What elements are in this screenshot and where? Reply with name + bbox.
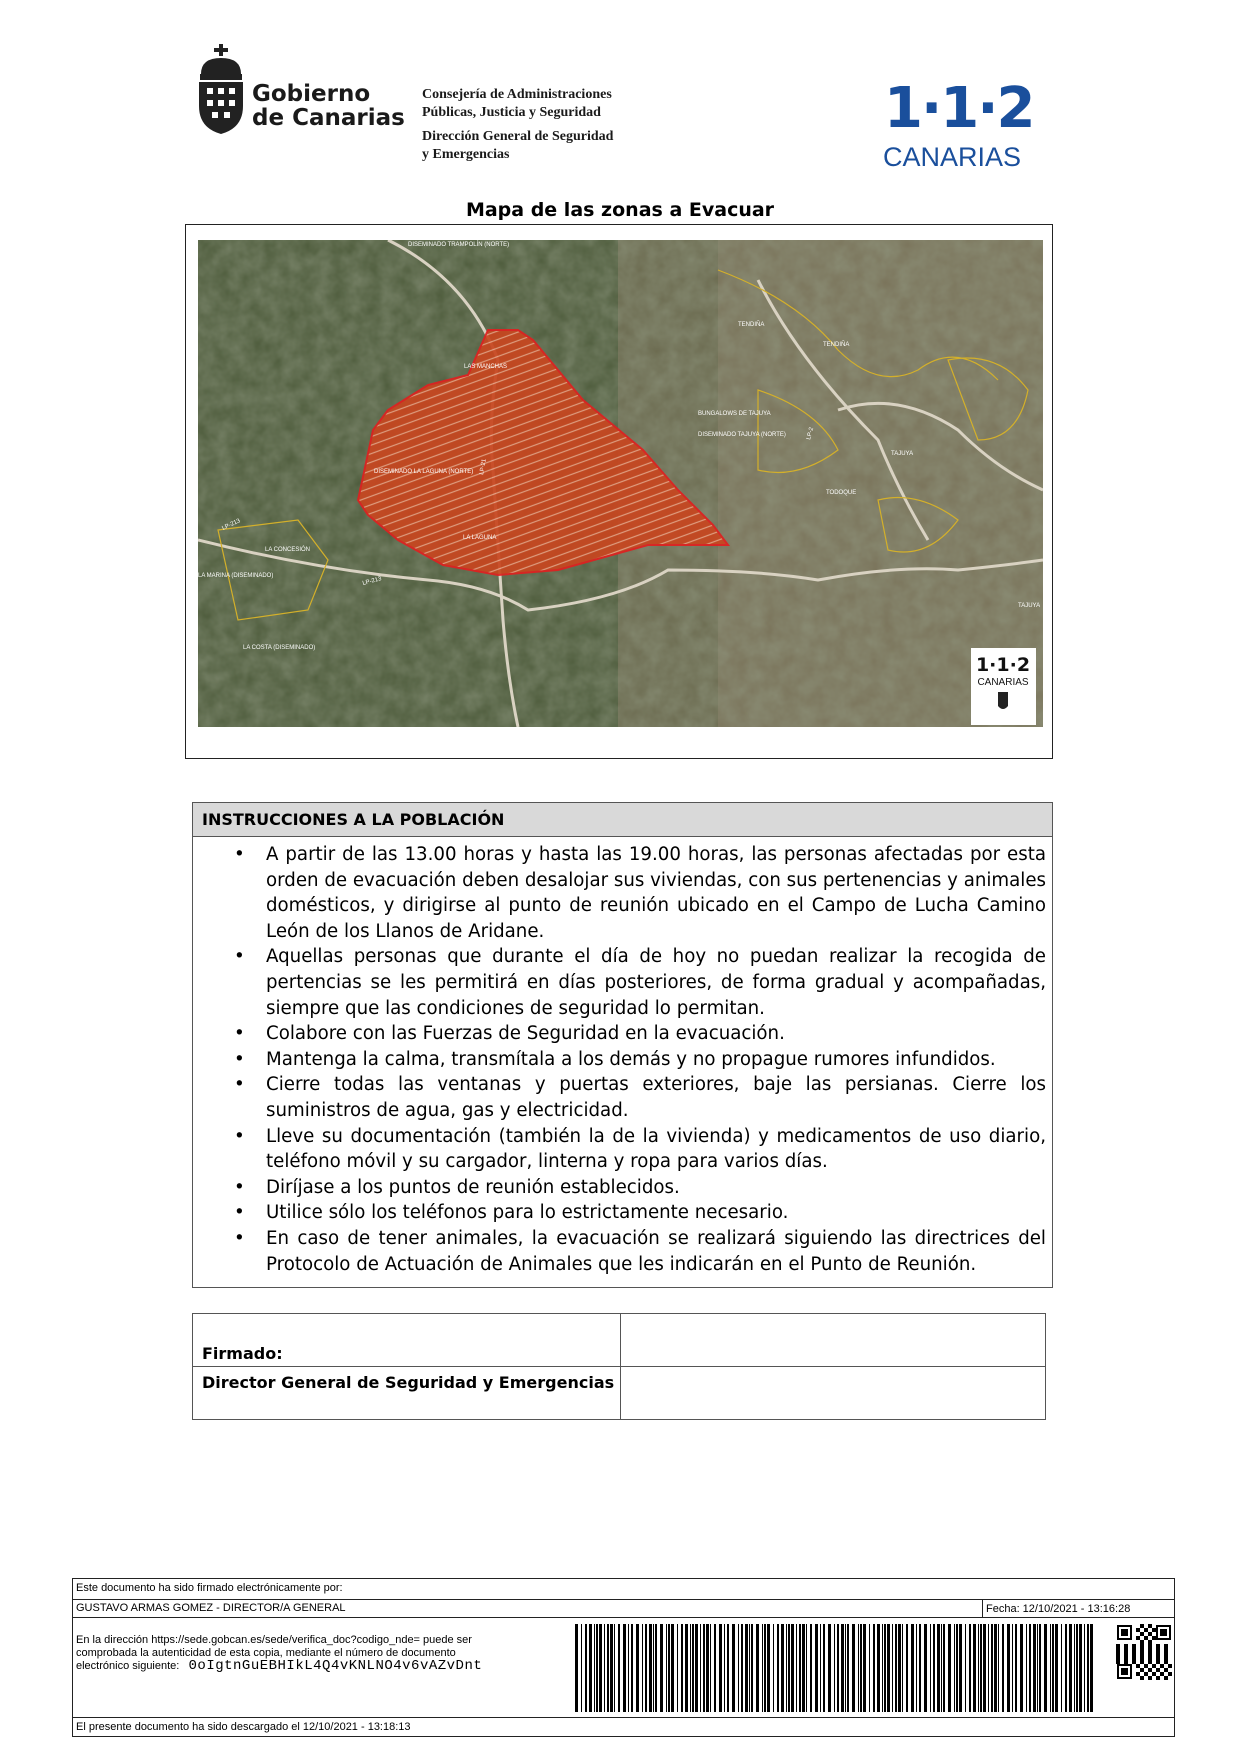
list-item: • Utilice sólo los teléfonos para lo estrictamente necesario. — [266, 1200, 1046, 1226]
list-item: • Cierre todas las ventanas y puertas exteriores, baje las persianas. Cierre los suministros de agua, gas y electricidad. — [266, 1072, 1046, 1123]
map-label: LA LAGUNA — [463, 535, 497, 541]
signature-date: Fecha: 12/10/2021 - 13:16:28 — [982, 1600, 1175, 1618]
consejeria-line2: Públicas, Justicia y Seguridad — [422, 105, 601, 120]
map-title: Mapa de las zonas a Evacuar — [465, 199, 775, 221]
map-label: TENDIÑA — [738, 322, 765, 328]
gobierno-canarias-wordmark — [252, 82, 405, 130]
list-item: • Mantenga la calma, transmítala a los demás y no propague rumores infundidos. — [266, 1047, 1046, 1073]
logo-112-subtitle: CANARIAS — [883, 142, 1022, 172]
signature-table — [192, 1313, 1046, 1420]
map-label: DISEMINADO TAJUYA (NORTE) — [698, 432, 786, 438]
direccion-line2: y Emergencias — [422, 147, 510, 162]
map-road-label: LP-213 — [221, 518, 242, 532]
consejeria-title — [422, 86, 612, 122]
map-inset-logo-subtitle: CANARIAS — [977, 677, 1029, 688]
instructions-box — [192, 802, 1053, 1288]
map-road-label: LP-213 — [361, 576, 383, 587]
instructions-header — [193, 803, 1052, 837]
map-road-label: LP-2 — [806, 426, 816, 441]
gobierno-canarias-crest-icon — [195, 44, 247, 136]
verification-text — [76, 1634, 516, 1673]
direccion-line1: Dirección General de Seguridad — [422, 129, 614, 144]
e-signature-footer — [72, 1578, 1175, 1737]
map-label: LA COSTA (DISEMINADO) — [243, 645, 316, 651]
crest-icon — [998, 692, 1008, 709]
map-road-label: LP-21 — [479, 458, 488, 476]
list-item: • A partir de las 13.00 horas y hasta las 19.00 horas, las personas afectadas por esta orden de evacuación deben desalojar sus viviendas, con sus pertenencias y animales domésticos, y dirigirse al punto de reunión ubicado en el Campo de Lucha Camino León de los Llanos de Aridane. — [266, 842, 1046, 944]
signer-name: GUSTAVO ARMAS GOMEZ - DIRECTOR/A GENERAL — [76, 1602, 346, 1614]
list-item: • Aquellas personas que durante el día de hoy no puedan realizar la recogida de pertencias se les permitirá en días posteriores, de forma gradual y acompañadas, siempre que las condiciones de seguridad lo permitan. — [266, 944, 1046, 1021]
list-item: • Lleve su documentación (también la de la vivienda) y medicamentos de uso diario, teléfono móvil y su cargador, linterna y ropa para varios días. — [266, 1124, 1046, 1175]
verify-line: electrónico siguiente: — [76, 1660, 180, 1672]
map-label: LA CONCESIÓN — [265, 547, 311, 553]
verify-line: comprobada la autenticidad de esta copia, mediante el número de documento — [76, 1647, 456, 1659]
map-label: TAJUYA — [1018, 603, 1041, 609]
map-label: BUNGALOWS DE TAJUYA — [698, 411, 771, 417]
barcode-icon — [575, 1624, 1095, 1712]
list-item: • Diríjase a los puntos de reunión establecidos. — [266, 1175, 1046, 1201]
signed-by-label: Este documento ha sido firmado electrónicamente por: — [76, 1582, 343, 1594]
gob-line1: Gobierno — [252, 81, 371, 107]
consejeria-line1: Consejería de Administraciones — [422, 87, 612, 102]
direccion-title — [422, 128, 613, 164]
map-inset-logo-number: 1·1·2 — [975, 654, 1031, 676]
document-code: 0oIgtnGuEBHIkL4Q4vKNLNO4v6vAZvDnt — [188, 1658, 483, 1674]
map-label: DISEMINADO LA LAGUNA (NORTE) — [374, 469, 474, 475]
download-note: El presente documento ha sido descargado el 12/10/2021 - 13:18:13 — [76, 1721, 411, 1733]
instructions-list — [193, 842, 1046, 1277]
map-label: TENDIÑA — [823, 342, 850, 348]
map-label: DISEMINADO TRAMPOLÍN (NORTE) — [408, 242, 510, 248]
list-item: • Colabore con las Fuerzas de Seguridad en la evacuación. — [266, 1021, 1046, 1047]
instructions-title: INSTRUCCIONES A LA POBLACIÓN — [202, 810, 505, 829]
signer-title: Director General de Seguridad y Emergencias — [202, 1373, 615, 1392]
map-label: LA MARINA (DISEMINADO) — [198, 573, 274, 579]
map-label: TODOQUE — [826, 490, 857, 496]
logo-112-number: 1·1·2 — [884, 76, 1034, 141]
gob-line2: de Canarias — [252, 105, 405, 131]
list-item: • En caso de tener animales, la evacuación se realizará siguiendo las directrices del Protocolo de Actuación de Animales que les indicarán en el Punto de Reunión. — [266, 1226, 1046, 1277]
map-label: TAJUYA — [891, 451, 914, 457]
map-label: LAS MANCHAS — [464, 364, 508, 370]
signed-label: Firmado: — [202, 1344, 283, 1363]
verify-line: En la dirección https://sede.gobcan.es/sede/verifica_doc?codigo_nde= puede ser — [76, 1634, 472, 1646]
qr-code-icon — [1116, 1624, 1172, 1712]
evacuation-map — [198, 240, 1043, 727]
